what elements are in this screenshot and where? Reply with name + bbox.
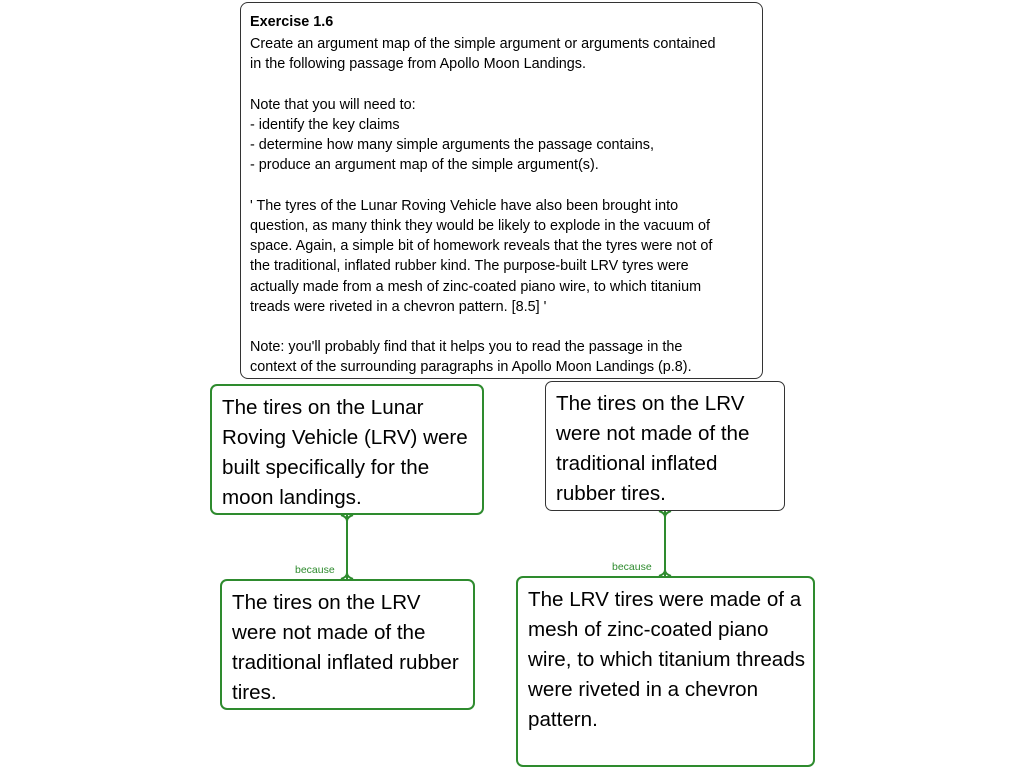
premise-node-1[interactable]: The tires on the LRV were not made of the traditional inflated rubber tires. — [220, 579, 475, 710]
because-label-1: because — [295, 564, 335, 576]
footer-note-line: Note: you'll probably find that it helps you to read the passage in the — [250, 339, 683, 356]
claim-node-1[interactable]: The tires on the Lunar Roving Vehicle (LRV) were built specifically for the moon landings. — [210, 384, 484, 515]
note-line: - identify the key claims — [250, 117, 400, 133]
exercise-title: Exercise 1.6 — [250, 14, 334, 30]
note-line: Note that you will need to: — [250, 96, 416, 113]
passage-line: question, as many think they would be likely to explode in the vacuum of — [250, 218, 710, 234]
premise-node-2[interactable]: The LRV tires were made of a mesh of zinc-coated piano wire, to which titanium threads were riveted in a chevron pattern. — [516, 576, 815, 767]
intro-line: in the following passage from Apollo Moon Landings. — [250, 56, 586, 73]
passage-line: treads were riveted in a chevron pattern. [8.5] ' — [250, 298, 547, 315]
passage-line: the traditional, inflated rubber kind. The purpose-built LRV tyres were — [250, 258, 689, 275]
note-line: - determine how many simple arguments the passage contains, — [250, 137, 654, 154]
connector-2 — [659, 511, 671, 576]
claim-node-2[interactable]: The tires on the LRV were not made of the traditional inflated rubber tires. — [545, 381, 785, 511]
note-line: - produce an argument map of the simple argument(s). — [250, 157, 599, 174]
passage-line: space. Again, a simple bit of homework reveals that the tyres were not of — [250, 238, 713, 255]
footer-note-line: context of the surrounding paragraphs in Apollo Moon Landings (p.8). — [250, 359, 692, 376]
passage-line: actually made from a mesh of zinc-coated piano wire, to which titanium — [250, 278, 702, 295]
intro-line: Create an argument map of the simple argument or arguments contained — [250, 36, 716, 53]
because-label-2: because — [612, 561, 652, 573]
passage-line: ' The tyres of the Lunar Roving Vehicle have also been brought into — [250, 197, 679, 214]
connector-1 — [341, 515, 353, 579]
exercise-instructions-box — [240, 2, 763, 379]
